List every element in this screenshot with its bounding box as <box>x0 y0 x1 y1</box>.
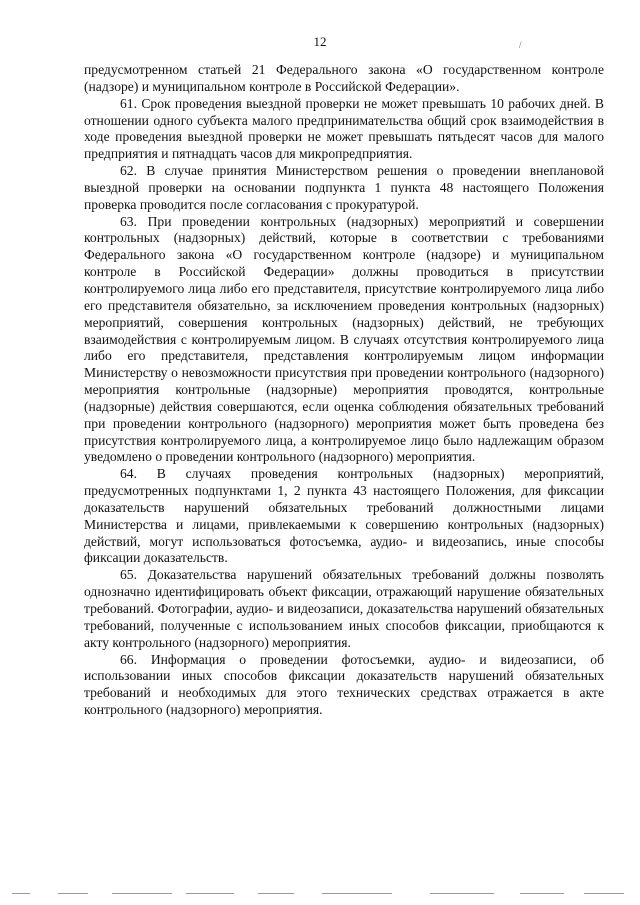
paragraph-62: 62. В случае принятия Министерством решения о проведении внеплановой выездной проверки на основании подпункта 1 пункта 48 настоящего Положения проверка проводится после согласования с прокуратурой. <box>84 163 604 212</box>
paragraph-66: 66. Информация о проведении фотосъемки, аудио- и видеозаписи, об использовании иных способов фиксации доказательств нарушений обязательных требований и необходимых для этого технических средствах отражается в акте контрольного (надзорного) мероприятия. <box>84 651 604 718</box>
scan-mark: / <box>519 40 522 50</box>
paragraph-64: 64. В случаях проведения контрольных (надзорных) мероприятий, предусмотренных подпунктами 1, 2 пункта 43 настоящего Положения, для фиксации доказательств нарушений обязательных требований должностными лицами Министерства и лицами, привлекаемыми к совершению контрольных (надзорных) действий, могут использоваться фотосъемка, аудио- и видеозапись, иные способы фиксации доказательств. <box>84 466 604 566</box>
paragraph-continuation: предусмотренном статьей 21 Федерального закона «О государственном контроле (надзоре) и муниципальном контроле в Российской Федерации». <box>84 62 604 94</box>
document-body <box>84 62 604 719</box>
paragraph-65: 65. Доказательства нарушений обязательных требований должны позволять однозначно идентифицировать объект фиксации, отражающий нарушение обязательных требований. Фотографии, аудио- и видеозаписи, доказательства нарушений обязательных требований, полученные с использованием иных способов фиксации, приобщаются к акту контрольного (надзорного) мероприятия. <box>84 567 604 650</box>
scan-edge-artifact <box>0 893 640 897</box>
paragraph-63: 63. При проведении контрольных (надзорных) мероприятий и совершении контрольных (надзорных) действий, которые в соответствии с требованиями Федерального закона «О государственном контроле (надзоре) и муниципальном контроле в Российской Федерации» должны проводиться в присутствии контролируемого лица либо его представителя, присутствие контролируемого лица либо его представителя обязательно, за исключением проведения контрольных (надзорных) мероприятий, совершения контрольных (надзорных) действий, не требующих взаимодействия с контролируемым лицом. В случаях отсутствия контролируемого лица либо его представителя, представления контролируемым лицом информации Министерству о невозможности присутствия при проведении контрольного (надзорного) мероприятия контрольные (надзорные) мероприятия проводятся, контрольные (надзорные) действия совершаются, если оценка соблюдения обязательных требований при проведении контрольного (надзорного) мероприятия может быть проведена без присутствия контролируемого лица, а контролируемое лицо было надлежащим образом уведомлено о проведении контрольного (надзорного) мероприятия. <box>84 213 604 465</box>
paragraph-61: 61. Срок проведения выездной проверки не может превышать 10 рабочих дней. В отношении одного субъекта малого предпринимательства общий срок взаимодействия в ходе проведения выездной проверки не может превышать пятьдесят часов для малого предприятия и пятнадцать часов для микропредприятия. <box>84 95 604 162</box>
page-number: 12 <box>313 34 327 49</box>
